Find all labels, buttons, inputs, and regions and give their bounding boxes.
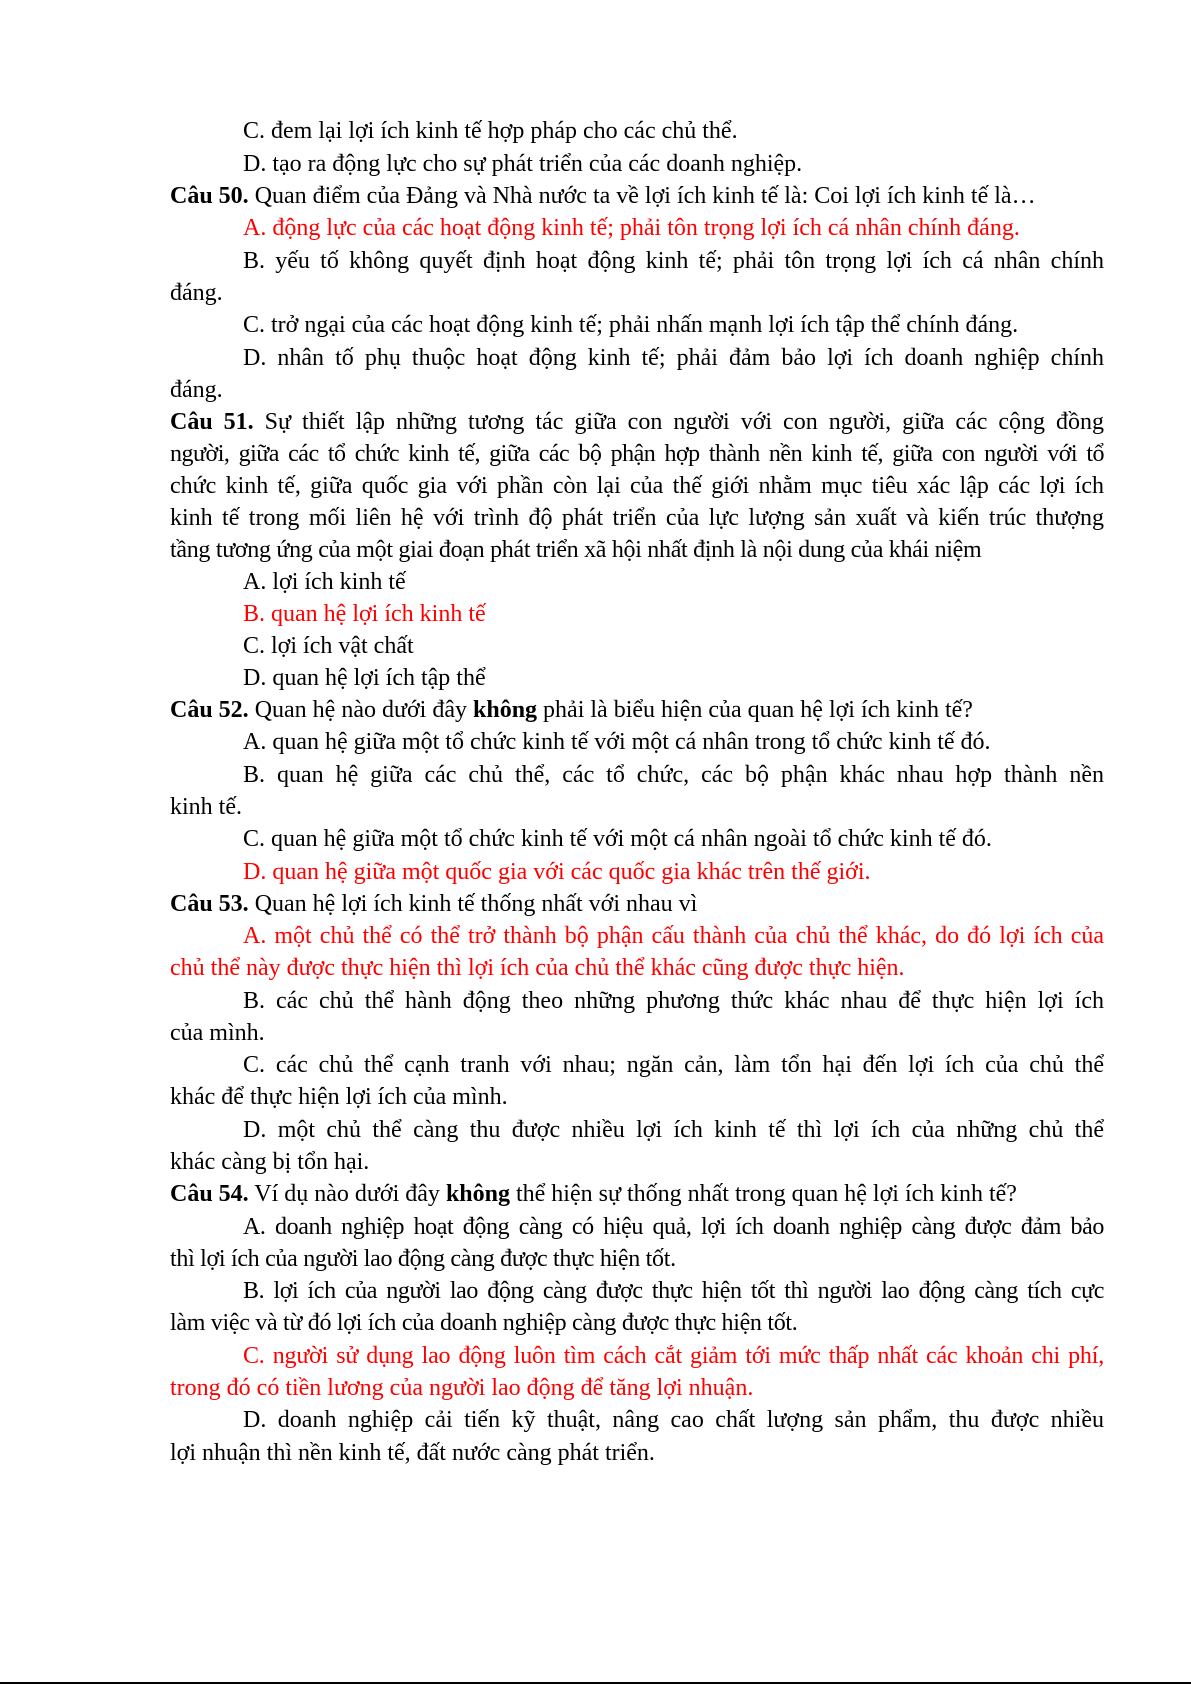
q54-option-b: B. lợi ích của người lao động càng được thực hiện tốt thì người lao động càng tích cực [243,1278,1104,1304]
q51-option-a: A. lợi ích kinh tế [243,569,406,595]
q54-text-bold: không [445,1181,510,1207]
q54-text-post: thể hiện sự thống nhất trong quan hệ lợi ích kinh tế? [509,1181,1017,1207]
q51-stem [170,407,1104,437]
q51-text-2: người, giữa các tổ chức kinh tế, giữa các bộ phận hợp thành nền kinh tế, giữa con người với tổ [170,441,1104,467]
q54-option-b-cont: làm việc và từ đó lợi ích của doanh nghiệp càng được thực hiện tốt. [170,1310,798,1336]
q54-option-a: A. doanh nghiệp hoạt động càng có hiệu quả, lợi ích doanh nghiệp càng được đảm bảo [243,1214,1104,1240]
q52-option-b-cont: kinh tế. [170,794,242,820]
q51-option-c: C. lợi ích vật chất [243,633,414,659]
q51-text-5: tầng tương ứng của một giai đoạn phát triển xã hội nhất định là nội dung của khái niệm [170,537,982,563]
q53-text: Quan hệ lợi ích kinh tế thống nhất với nhau vì [248,891,698,917]
q51-text-1: Sự thiết lập những tương tác giữa con người với con người, giữa các cộng đồng [253,409,1105,435]
q50-label: Câu 50. [170,183,249,209]
q52-label: Câu 52. [170,697,249,723]
q53-option-c-cont: khác để thực hiện lợi ích của mình. [170,1084,508,1110]
q54-option-d-cont: lợi nhuận thì nền kinh tế, đất nước càng phát triển. [170,1440,655,1466]
q52-option-d: D. quan hệ giữa một quốc gia với các quốc gia khác trên thế giới. [243,859,871,885]
q50-option-c: C. trở ngại của các hoạt động kinh tế; phải nhấn mạnh lợi ích tập thể chính đáng. [243,312,1019,338]
q53-option-c: C. các chủ thể cạnh tranh với nhau; ngăn cản, làm tổn hại đến lợi ích của chủ thể [243,1052,1104,1078]
q49-option-d: D. tạo ra động lực cho sự phát triển của các doanh nghiệp. [243,151,803,177]
q54-option-c: C. người sử dụng lao động luôn tìm cách cắt giảm tới mức thấp nhất các khoản chi phí, [243,1343,1104,1369]
q53-option-d: D. một chủ thể càng thu được nhiều lợi ích kinh tế thì lợi ích của những chủ thể [243,1117,1104,1143]
q51-text-4: kinh tế trong mối liên hệ với trình độ phát triển của lực lượng sản xuất và kiến trúc thượng [170,505,1104,531]
page-bottom-rule [0,1682,1191,1684]
q53-option-d-cont: khác càng bị tổn hại. [170,1149,370,1175]
q50-option-b: B. yếu tố không quyết định hoạt động kinh tế; phải tôn trọng lợi ích cá nhân chính [243,248,1104,274]
q51-option-b: B. quan hệ lợi ích kinh tế [243,601,486,627]
q52-text-post: phải là biểu hiện của quan hệ lợi ích kinh tế? [537,697,973,723]
q50-stem [170,181,1104,211]
q52-option-b: B. quan hệ giữa các chủ thể, các tổ chức, các bộ phận khác nhau hợp thành nền [243,762,1104,788]
q50-option-d: D. nhân tố phụ thuộc hoạt động kinh tế; phải đảm bảo lợi ích doanh nghiệp chính [243,345,1104,371]
q52-option-a: A. quan hệ giữa một tổ chức kinh tế với một cá nhân trong tổ chức kinh tế đó. [243,729,991,755]
q53-option-b: B. các chủ thể hành động theo những phương thức khác nhau để thực hiện lợi ích [243,988,1104,1014]
q51-text-3: chức kinh tế, giữa quốc gia với phần còn lại của thế giới nhằm mục tiêu xác lập các lợi ích [170,473,1104,499]
q54-option-d: D. doanh nghiệp cải tiến kỹ thuật, nâng cao chất lượng sản phẩm, thu được nhiều [243,1407,1104,1433]
q49-option-c: C. đem lại lợi ích kinh tế hợp pháp cho các chủ thể. [243,118,738,144]
q52-option-c: C. quan hệ giữa một tổ chức kinh tế với một cá nhân ngoài tổ chức kinh tế đó. [243,826,992,852]
q50-option-a: A. động lực của các hoạt động kinh tế; phải tôn trọng lợi ích cá nhân chính đáng. [243,215,1020,241]
q50-option-b-cont: đáng. [170,280,223,306]
q50-option-d-cont: đáng. [170,377,223,403]
q52-stem [170,695,1104,725]
q53-option-a: A. một chủ thể có thể trở thành bộ phận cấu thành của chủ thể khác, do đó lợi ích của [243,923,1104,949]
q51-option-d: D. quan hệ lợi ích tập thể [243,665,486,691]
q50-text: Quan điểm của Đảng và Nhà nước ta về lợi ích kinh tế là: Coi lợi ích kinh tế là… [248,183,1036,209]
q54-option-a-cont: thì lợi ích của người lao động càng được thực hiện tốt. [170,1246,676,1272]
q54-text-pre: Ví dụ nào dưới đây [248,1181,446,1207]
q54-option-c-cont: trong đó có tiền lương của người lao động để tăng lợi nhuận. [170,1375,754,1401]
q52-text-bold: không [473,697,538,723]
q51-label: Câu 51. [170,409,254,435]
q53-option-a-cont: chủ thể này được thực hiện thì lợi ích của chủ thể khác cũng được thực hiện. [170,955,905,981]
q53-option-b-cont: của mình. [170,1020,265,1046]
q53-label: Câu 53. [170,891,249,917]
q53-stem [170,889,1104,919]
q54-label: Câu 54. [170,1181,249,1207]
q54-stem [170,1179,1104,1209]
q52-text-pre: Quan hệ nào dưới đây [248,697,473,723]
